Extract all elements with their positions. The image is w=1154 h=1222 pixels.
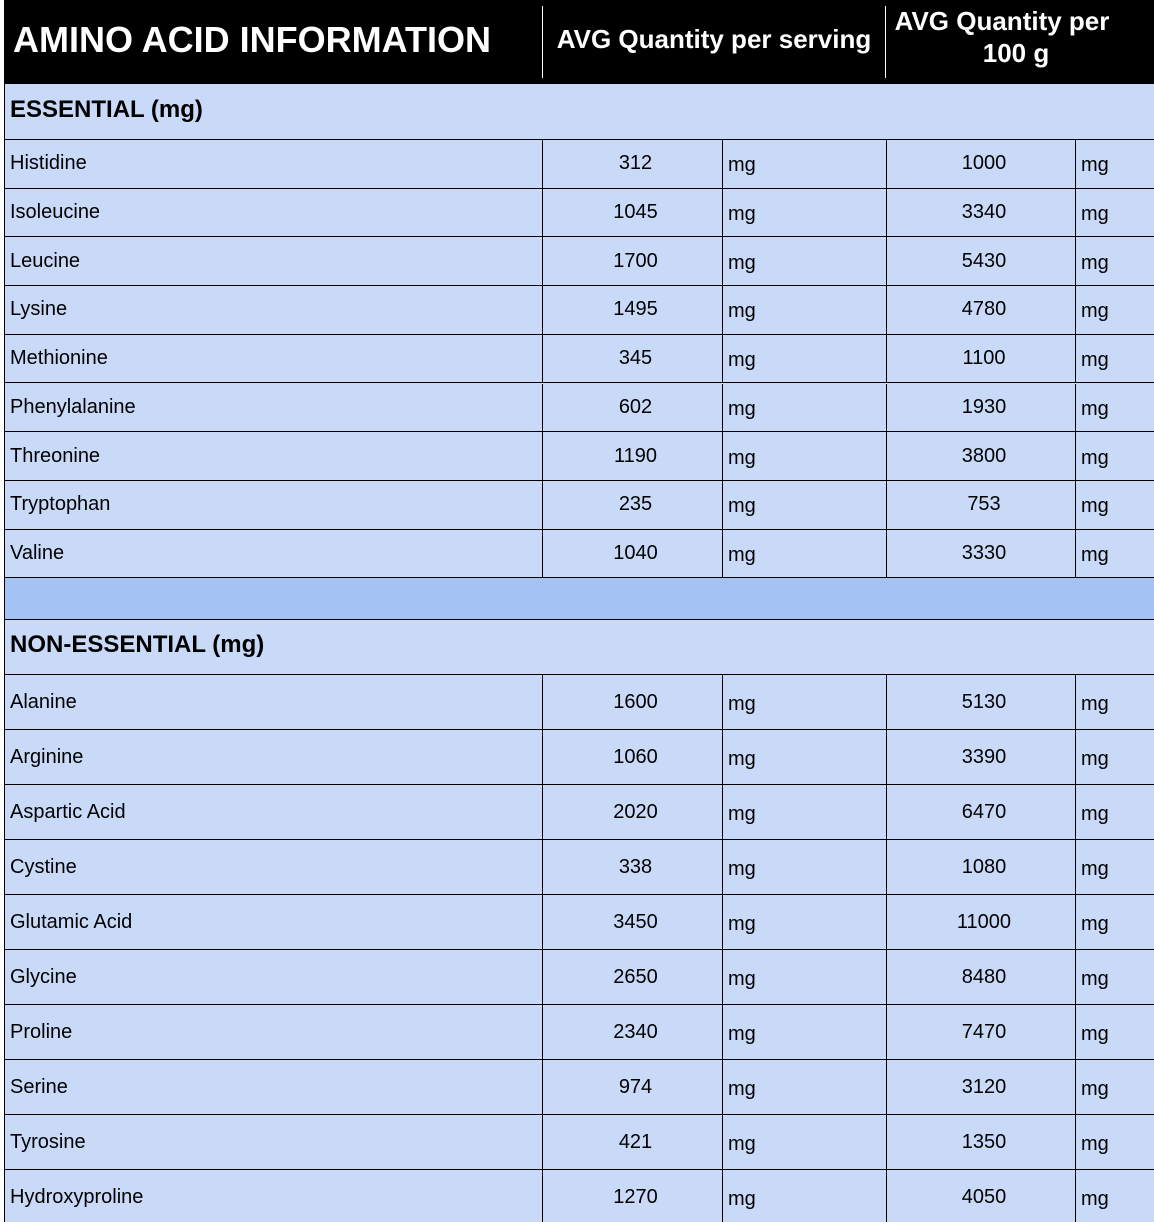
section-non-essential [4,620,1154,675]
serving-value: 1190 [613,444,657,467]
per-100g-value: 1350 [961,1130,1007,1153]
amino-acid-name-cell [4,432,542,480]
amino-acid-name-cell [4,1005,542,1059]
serving-value: 3450 [613,910,658,933]
amino-acid-name: Leucine [10,249,81,272]
per-100g-value: 11000 [956,910,1012,933]
per-100g-value: 1080 [961,855,1007,878]
serving-value-cell [542,785,722,839]
table-row [4,189,1154,238]
serving-unit: mg [728,857,756,880]
amino-acid-name-cell [4,840,542,894]
per-100g-value: 753 [967,493,1001,516]
serving-value: 1270 [613,1185,658,1208]
per-100g-unit: mg [1081,397,1109,420]
amino-acid-name: Glutamic Acid [10,910,133,933]
serving-unit: mg [728,1022,756,1045]
per-100g-value-cell [886,1005,1075,1059]
per-100g-unit: mg [1081,1187,1109,1210]
per-100g-value-cell [886,530,1075,578]
serving-unit-cell [722,432,886,480]
per-100g-unit-cell [1075,730,1154,784]
serving-value-cell [542,1005,722,1059]
table-row [4,432,1154,481]
serving-value-cell [542,1170,722,1222]
amino-acid-name-cell [4,950,542,1004]
table-row [4,286,1154,335]
serving-value: 2340 [613,1020,658,1043]
per-100g-value-cell [886,785,1075,839]
per-100g-unit: mg [1081,857,1109,880]
serving-value: 2020 [613,800,658,823]
per-100g-unit-cell [1075,189,1154,237]
per-100g-value-cell [886,1115,1075,1169]
per-100g-unit-cell [1075,432,1154,480]
serving-unit-cell [722,384,886,432]
amino-acid-name-cell [4,530,542,578]
serving-unit-cell [722,730,886,784]
per-100g-unit-cell [1075,530,1154,578]
serving-unit: mg [728,446,756,469]
amino-acid-name: Threonine [10,444,101,467]
table-row [4,481,1154,530]
serving-value: 1040 [613,541,658,564]
per-100g-value: 8480 [961,965,1007,988]
per-100g-unit-cell [1075,335,1154,383]
per-100g-unit: mg [1081,967,1109,990]
header-per-100g-line2: 100 g [982,38,1050,68]
per-100g-unit-cell [1075,950,1154,1004]
serving-value: 312 [618,152,653,175]
table-row [4,335,1154,384]
serving-unit: mg [728,912,756,935]
serving-value-cell [542,840,722,894]
serving-unit-cell [722,895,886,949]
amino-acid-name-cell [4,189,542,237]
header-serving: AVG Quantity per serving [556,24,872,54]
serving-unit-cell [722,140,886,188]
table-left-border [4,84,5,1222]
amino-acid-name-cell [4,384,542,432]
table-row [4,237,1154,286]
serving-unit-cell [722,1170,886,1222]
table-row [4,1170,1154,1222]
amino-acid-name: Serine [10,1075,68,1098]
header-per-100g-line1: AVG Quantity per [894,6,1110,36]
per-100g-unit: mg [1081,1022,1109,1045]
amino-acid-name-cell [4,481,542,529]
amino-acid-name: Aspartic Acid [10,800,126,823]
amino-acid-name-cell [4,895,542,949]
section-spacer [4,578,1154,620]
amino-acid-name-cell [4,675,542,729]
amino-acid-name-cell [4,237,542,285]
amino-acid-name-cell [4,785,542,839]
amino-acid-name: Tryptophan [10,493,111,516]
amino-acid-name: Valine [10,541,65,564]
per-100g-value-cell [886,895,1075,949]
per-100g-unit-cell [1075,1005,1154,1059]
per-100g-unit: mg [1081,251,1109,274]
section-essential [4,84,1154,140]
serving-unit: mg [728,692,756,715]
table-row [4,1060,1154,1115]
serving-value: 2650 [613,965,658,988]
serving-value: 1045 [613,201,658,224]
per-100g-value-cell [886,384,1075,432]
amino-acid-name: Phenylalanine [10,395,136,418]
serving-unit-cell [722,237,886,285]
per-100g-value-cell [886,481,1075,529]
serving-unit-cell [722,1115,886,1169]
table-row [4,1005,1154,1060]
serving-unit-cell [722,286,886,334]
serving-unit: mg [728,543,756,566]
serving-unit: mg [728,495,756,518]
amino-acid-name: Arginine [10,745,84,768]
serving-value-cell [542,481,722,529]
amino-acid-name: Histidine [10,152,87,175]
per-100g-value: 4780 [961,298,1007,321]
per-100g-unit: mg [1081,692,1109,715]
serving-value-cell [542,730,722,784]
serving-unit: mg [728,747,756,770]
serving-unit: mg [728,300,756,323]
serving-unit: mg [728,397,756,420]
per-100g-value: 6470 [961,800,1007,823]
per-100g-unit: mg [1081,349,1109,372]
per-100g-unit: mg [1081,446,1109,469]
per-100g-value-cell [886,237,1075,285]
per-100g-unit-cell [1075,1170,1154,1222]
amino-acid-name-cell [4,286,542,334]
per-100g-value: 4050 [961,1185,1007,1208]
serving-unit: mg [728,349,756,372]
serving-unit: mg [728,1132,756,1155]
per-100g-value-cell [886,1060,1075,1114]
per-100g-value: 1100 [962,347,1006,370]
serving-value-cell [542,189,722,237]
table-title: AMINO ACID INFORMATION [13,19,491,60]
amino-acid-name: Hydroxyproline [10,1185,144,1208]
serving-unit: mg [728,1077,756,1100]
serving-value: 1495 [613,298,658,321]
serving-unit-cell [722,481,886,529]
serving-unit-cell [722,530,886,578]
per-100g-value-cell [886,432,1075,480]
per-100g-value-cell [886,189,1075,237]
per-100g-value-cell [886,730,1075,784]
table-row [4,895,1154,950]
per-100g-value: 3390 [961,745,1007,768]
serving-value: 1700 [613,249,658,272]
per-100g-value: 3330 [961,541,1007,564]
per-100g-value: 5130 [961,690,1007,713]
per-100g-unit: mg [1081,912,1109,935]
per-100g-unit-cell [1075,1115,1154,1169]
amino-acid-name: Glycine [10,965,77,988]
amino-acid-name: Isoleucine [10,201,101,224]
per-100g-unit: mg [1081,154,1109,177]
per-100g-value-cell [886,335,1075,383]
per-100g-value-cell [886,286,1075,334]
amino-acid-name-cell [4,335,542,383]
per-100g-value-cell [886,1170,1075,1222]
per-100g-value: 7470 [961,1020,1007,1043]
amino-acid-name: Alanine [10,690,77,713]
serving-unit: mg [728,1187,756,1210]
amino-acid-name-cell [4,1060,542,1114]
table-row [4,730,1154,785]
amino-acid-name-cell [4,140,542,188]
amino-acid-name: Proline [10,1020,73,1043]
per-100g-value-cell [886,950,1075,1004]
serving-unit-cell [722,1060,886,1114]
serving-value-cell [542,384,722,432]
section-essential-label: ESSENTIAL (mg) [10,96,203,123]
table-row [4,675,1154,730]
serving-unit: mg [728,802,756,825]
per-100g-value: 1930 [961,395,1007,418]
serving-unit: mg [728,203,756,226]
per-100g-unit-cell [1075,286,1154,334]
serving-unit-cell [722,950,886,1004]
serving-value: 421 [618,1130,653,1153]
table-row [4,1115,1154,1170]
serving-value-cell [542,335,722,383]
serving-value-cell [542,432,722,480]
amino-acid-name-cell [4,730,542,784]
table-row [4,530,1154,579]
serving-unit-cell [722,189,886,237]
amino-acid-name: Lysine [10,298,68,321]
per-100g-unit-cell [1075,895,1154,949]
serving-unit: mg [728,967,756,990]
table-row [4,785,1154,840]
serving-value: 345 [618,347,653,370]
serving-value: 602 [618,395,653,418]
serving-value-cell [542,675,722,729]
serving-unit-cell [722,335,886,383]
serving-value-cell [542,950,722,1004]
per-100g-unit-cell [1075,785,1154,839]
table-row [4,140,1154,189]
amino-acid-name-cell [4,1170,542,1222]
per-100g-unit-cell [1075,384,1154,432]
serving-value: 235 [618,493,653,516]
serving-unit-cell [722,675,886,729]
serving-value-cell [542,286,722,334]
per-100g-value-cell [886,140,1075,188]
serving-value-cell [542,237,722,285]
table-row [4,950,1154,1005]
amino-acid-name: Methionine [10,347,108,370]
per-100g-value: 5430 [961,249,1007,272]
per-100g-value: 3120 [961,1075,1007,1098]
serving-unit: mg [728,251,756,274]
serving-unit-cell [722,840,886,894]
table-header [4,0,1154,84]
serving-value-cell [542,1060,722,1114]
per-100g-unit: mg [1081,1132,1109,1155]
serving-unit-cell [722,785,886,839]
serving-value-cell [542,530,722,578]
serving-unit-cell [722,1005,886,1059]
per-100g-unit: mg [1081,300,1109,323]
serving-unit: mg [728,154,756,177]
per-100g-unit: mg [1081,543,1109,566]
serving-value: 1600 [613,690,658,713]
per-100g-unit-cell [1075,675,1154,729]
per-100g-unit-cell [1075,1060,1154,1114]
per-100g-value-cell [886,840,1075,894]
table-row [4,384,1154,433]
serving-value-cell [542,895,722,949]
per-100g-unit: mg [1081,1077,1109,1100]
serving-value-cell [542,140,722,188]
per-100g-unit: mg [1081,495,1109,518]
per-100g-unit-cell [1075,481,1154,529]
per-100g-unit: mg [1081,747,1109,770]
per-100g-value: 3800 [961,444,1007,467]
header-per-100g [886,5,1154,75]
per-100g-unit: mg [1081,802,1109,825]
table-row [4,840,1154,895]
amino-acid-table [4,0,1154,1222]
per-100g-unit: mg [1081,203,1109,226]
serving-value: 974 [618,1075,653,1098]
amino-acid-name: Cystine [10,855,77,878]
serving-value: 338 [618,855,653,878]
section-non-essential-label: NON-ESSENTIAL (mg) [10,631,265,658]
amino-acid-name: Tyrosine [10,1130,86,1153]
serving-value: 1060 [613,745,658,768]
serving-value-cell [542,1115,722,1169]
per-100g-unit-cell [1075,237,1154,285]
per-100g-value: 3340 [961,201,1007,224]
per-100g-value: 1000 [961,152,1007,175]
per-100g-value-cell [886,675,1075,729]
amino-acid-name-cell [4,1115,542,1169]
per-100g-unit-cell [1075,140,1154,188]
per-100g-unit-cell [1075,840,1154,894]
